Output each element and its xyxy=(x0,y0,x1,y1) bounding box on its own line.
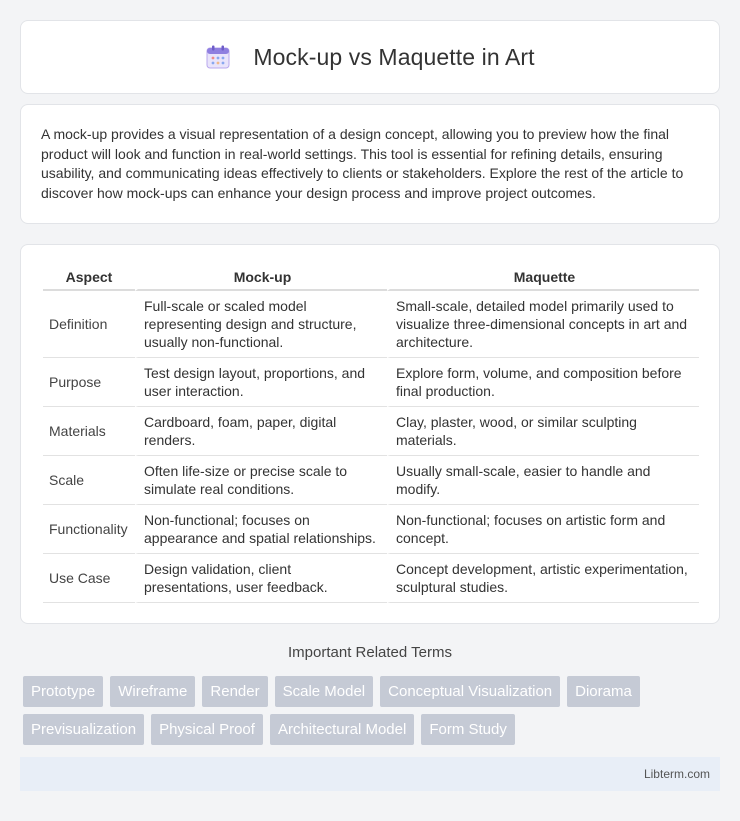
cell-mockup: Design validation, client presentations, user feedback. xyxy=(135,554,387,603)
table-row xyxy=(43,358,699,407)
cell-mockup: Often life-size or precise scale to simulate real conditions. xyxy=(135,456,387,505)
table-row xyxy=(43,291,699,358)
tag-previsualization[interactable]: Previsualization xyxy=(23,714,144,745)
comparison-table xyxy=(43,267,699,603)
tag-render[interactable]: Render xyxy=(202,676,267,707)
cell-mockup: Cardboard, foam, paper, digital renders. xyxy=(135,407,387,456)
tag-row xyxy=(23,714,723,745)
header-card xyxy=(20,20,720,94)
tag-form-study[interactable]: Form Study xyxy=(421,714,515,745)
cell-mockup: Non-functional; focuses on appearance and spatial relationships. xyxy=(135,505,387,554)
tag-prototype[interactable]: Prototype xyxy=(23,676,103,707)
cell-maquette: Explore form, volume, and composition before final production. xyxy=(387,358,699,407)
tag-physical-proof[interactable]: Physical Proof xyxy=(151,714,263,745)
cell-maquette: Usually small-scale, easier to handle and modify. xyxy=(387,456,699,505)
tag-scale-model[interactable]: Scale Model xyxy=(275,676,374,707)
cell-mockup: Full-scale or scaled model representing design and structure, usually non-functional. xyxy=(135,291,387,358)
tag-diorama[interactable]: Diorama xyxy=(567,676,640,707)
cell-maquette: Small-scale, detailed model primarily used to visualize three-dimensional concepts in art and architecture. xyxy=(387,291,699,358)
tag-architectural-model[interactable]: Architectural Model xyxy=(270,714,414,745)
cell-aspect: Purpose xyxy=(43,358,135,407)
intro-card xyxy=(20,104,720,224)
cell-aspect: Functionality xyxy=(43,505,135,554)
related-terms-title: Important Related Terms xyxy=(288,644,452,661)
comparison-card xyxy=(20,244,720,624)
header-maquette: Maquette xyxy=(387,267,699,291)
table-row xyxy=(43,505,699,554)
footer-site-link[interactable]: Libterm.com xyxy=(643,767,710,781)
table-row xyxy=(43,407,699,456)
cell-maquette: Concept development, artistic experimentation, sculptural studies. xyxy=(387,554,699,603)
cell-aspect: Scale xyxy=(43,456,135,505)
tag-conceptual-visualization[interactable]: Conceptual Visualization xyxy=(380,676,560,707)
cell-aspect: Use Case xyxy=(43,554,135,603)
header-aspect: Aspect xyxy=(43,267,135,291)
tag-wireframe[interactable]: Wireframe xyxy=(110,676,195,707)
cell-aspect: Definition xyxy=(43,291,135,358)
table-row xyxy=(43,456,699,505)
calendar-icon xyxy=(205,44,231,70)
cell-maquette: Clay, plaster, wood, or similar sculpting materials. xyxy=(387,407,699,456)
intro-paragraph: A mock-up provides a visual representation of a design concept, allowing you to preview how the final product will look and function in real-world settings. This tool is essential for refining details, ensuring usability, and communicating ideas effectively to clients or stakeholders. Explore the rest of the article to discover how mock-ups can enhance your design process and improve project outcomes. xyxy=(41,126,684,201)
page-title: Mock-up vs Maquette in Art xyxy=(253,43,535,70)
header-mockup: Mock-up xyxy=(135,267,387,291)
cell-mockup: Test design layout, proportions, and user interaction. xyxy=(135,358,387,407)
related-terms-list xyxy=(23,676,723,752)
cell-maquette: Non-functional; focuses on artistic form and concept. xyxy=(387,505,699,554)
tag-row xyxy=(23,676,723,707)
footer xyxy=(20,757,720,791)
table-header-row xyxy=(43,267,699,291)
table-row xyxy=(43,554,699,603)
cell-aspect: Materials xyxy=(43,407,135,456)
